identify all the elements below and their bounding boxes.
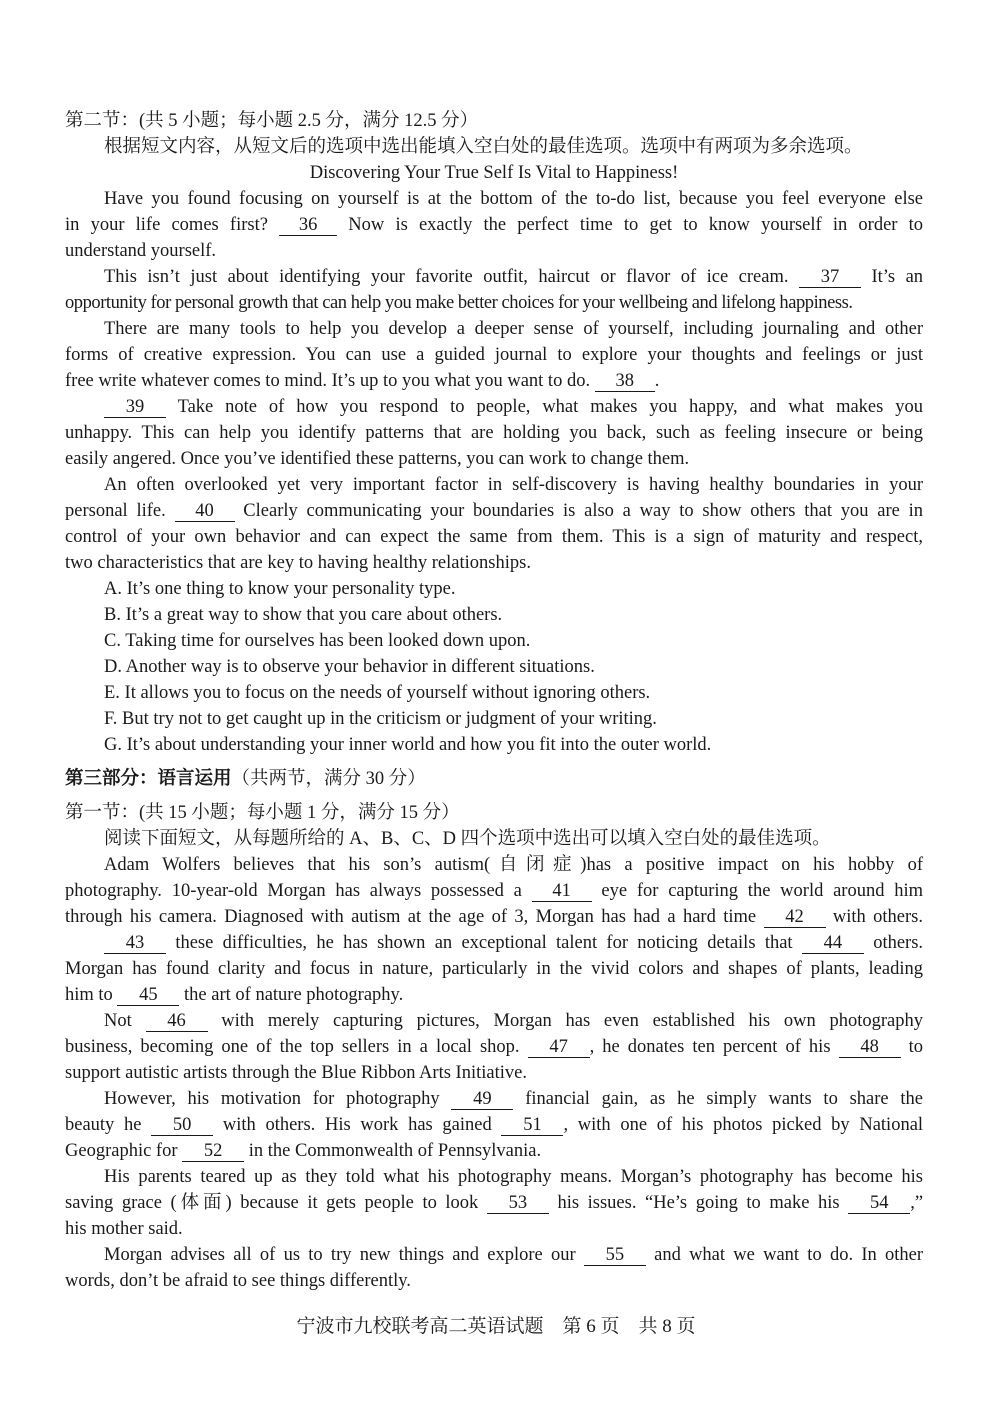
passage-line: Have you found focusing on yourself is at the bottom of the to-do list, because you feel everyone else [104,189,923,209]
blank-46[interactable]: 46 [146,1012,208,1032]
passage-line: free write whatever comes to mind. It’s up to you what you want to do. 38 . [65,371,660,391]
section-heading: 第一节：(共 15 小题；每小题 1 分，满分 15 分） [65,803,460,823]
option-e: E. It allows you to focus on the needs of yourself without ignoring others. [104,683,651,703]
passage-line: unhappy. This can help you identify patterns that are holding you back, such as feeling insecure or being [65,423,923,443]
passage-line: 39 Take note of how you respond to people, what makes you happy, and what makes you [104,394,923,420]
passage-line: him to 45 the art of nature photography. [65,985,404,1005]
passage-line: This isn’t just about identifying your favorite outfit, haircut or flavor of ice cream. 37 It’s an [104,267,924,287]
passage-line: Morgan advises all of us to try new things and explore our 55 and what we want to do. In other [104,1245,923,1265]
blank-37[interactable]: 37 [799,268,861,288]
blank-41[interactable]: 41 [532,882,592,902]
passage-line: personal life. 40 Clearly communicating your boundaries is also a way to show others that you are in [65,501,924,521]
blank-45[interactable]: 45 [117,986,179,1006]
passage-line: opportunity for personal growth that can help you make better choices for your wellbeing and lifelong happiness. [65,293,853,313]
option-d: D. Another way is to observe your behavior in different situations. [104,657,595,677]
passage-line: support autistic artists through the Blue Ribbon Arts Initiative. [65,1063,527,1083]
passage-line: words, don’t be afraid to see things differently. [65,1271,411,1291]
blank-50[interactable]: 50 [151,1116,213,1136]
blank-52[interactable]: 52 [182,1142,244,1162]
passage-line: Geographic for 52 in the Commonwealth of Pennsylvania. [65,1141,542,1161]
blank-36[interactable]: 36 [279,216,337,236]
blank-38[interactable]: 38 [595,372,655,392]
option-a: A. It’s one thing to know your personality type. [104,579,456,599]
passage-line: photography. 10-year-old Morgan has always possessed a 41 eye for capturing the world around him [65,881,924,901]
page-footer: 宁波市九校联考高二英语试题 第 6 页 共 8 页 [296,1316,696,1337]
blank-55[interactable]: 55 [584,1246,646,1266]
passage-line: 43 these difficulties, he has shown an exceptional talent for noticing details that 44 others. [104,930,923,956]
passage-line: through his camera. Diagnosed with autism at the age of 3, Morgan has had a hard time 42 with others. [65,907,923,927]
blank-43[interactable]: 43 [104,934,166,954]
blank-42[interactable]: 42 [764,908,826,928]
instruction-text: 根据短文内容，从短文后的选项中选出能填入空白处的最佳选项。选项中有两项为多余选项。 [104,137,863,157]
blank-47[interactable]: 47 [528,1038,590,1058]
blank-54[interactable]: 54 [848,1194,910,1214]
passage-line: However, his motivation for photography 49 financial gain, as he simply wants to share the [104,1089,923,1109]
passage-line: control of your own behavior and can expect the same from them. This is a sign of maturity and respect, [65,527,923,547]
option-f: F. But try not to get caught up in the criticism or judgment of your writing. [104,709,657,729]
blank-48[interactable]: 48 [839,1038,901,1058]
passage-line: easily angered. Once you’ve identified these patterns, you can work to change them. [65,449,690,469]
passage-line: His parents teared up as they told what his photography means. Morgan’s photography has become his [104,1167,923,1187]
passage-line: An often overlooked yet very important factor in self-discovery is having healthy boundaries in your [104,475,923,495]
passage-line: Morgan has found clarity and focus in nature, particularly in the vivid colors and shapes of plants, leading [65,959,923,979]
passage-line: two characteristics that are key to having healthy relationships. [65,553,531,573]
section-heading: 第二节：(共 5 小题；每小题 2.5 分，满分 12.5 分） [65,111,479,131]
blank-51[interactable]: 51 [501,1116,563,1136]
passage-line: There are many tools to help you develop a deeper sense of yourself, including journaling and other [104,319,923,339]
passage-line: Not 46 with merely capturing pictures, Morgan has even established his own photography [104,1011,923,1031]
part-heading: 第三部分：语言运用（共两节，满分 30 分） [65,769,426,789]
blank-40[interactable]: 40 [175,502,235,522]
passage-line: beauty he 50 with others. His work has gained 51 , with one of his photos picked by National [65,1115,924,1135]
blank-49[interactable]: 49 [451,1090,513,1110]
passage-line: in your life comes first? 36 Now is exactly the perfect time to get to know yourself in order to [65,215,924,235]
passage-line: business, becoming one of the top sellers in a local shop. 47 , he donates ten percent of his 48 to [65,1037,924,1057]
option-c: C. Taking time for ourselves has been looked down upon. [104,631,531,651]
passage-line: understand yourself. [65,241,217,261]
passage-title: Discovering Your True Self Is Vital to Happiness! [309,163,679,183]
option-b: B. It’s a great way to show that you care about others. [104,605,503,625]
passage-line: saving grace (体面) because it gets people to look 53 his issues. “He’s going to make his 54 ,” [65,1193,924,1213]
passage-line: Adam Wolfers believes that his son’s autism(自闭症)has a positive impact on his hobby of [104,855,923,875]
blank-44[interactable]: 44 [802,934,864,954]
passage-line: his mother said. [65,1219,183,1239]
blank-53[interactable]: 53 [487,1194,549,1214]
blank-39[interactable]: 39 [104,398,166,418]
passage-line: forms of creative expression. You can use a guided journal to explore your thoughts and feelings or just [65,345,923,365]
instruction-text: 阅读下面短文，从每题所给的 A、B、C、D 四个选项中选出可以填入空白处的最佳选项。 [104,829,831,849]
option-g: G. It’s about understanding your inner world and how you fit into the outer world. [104,735,712,755]
